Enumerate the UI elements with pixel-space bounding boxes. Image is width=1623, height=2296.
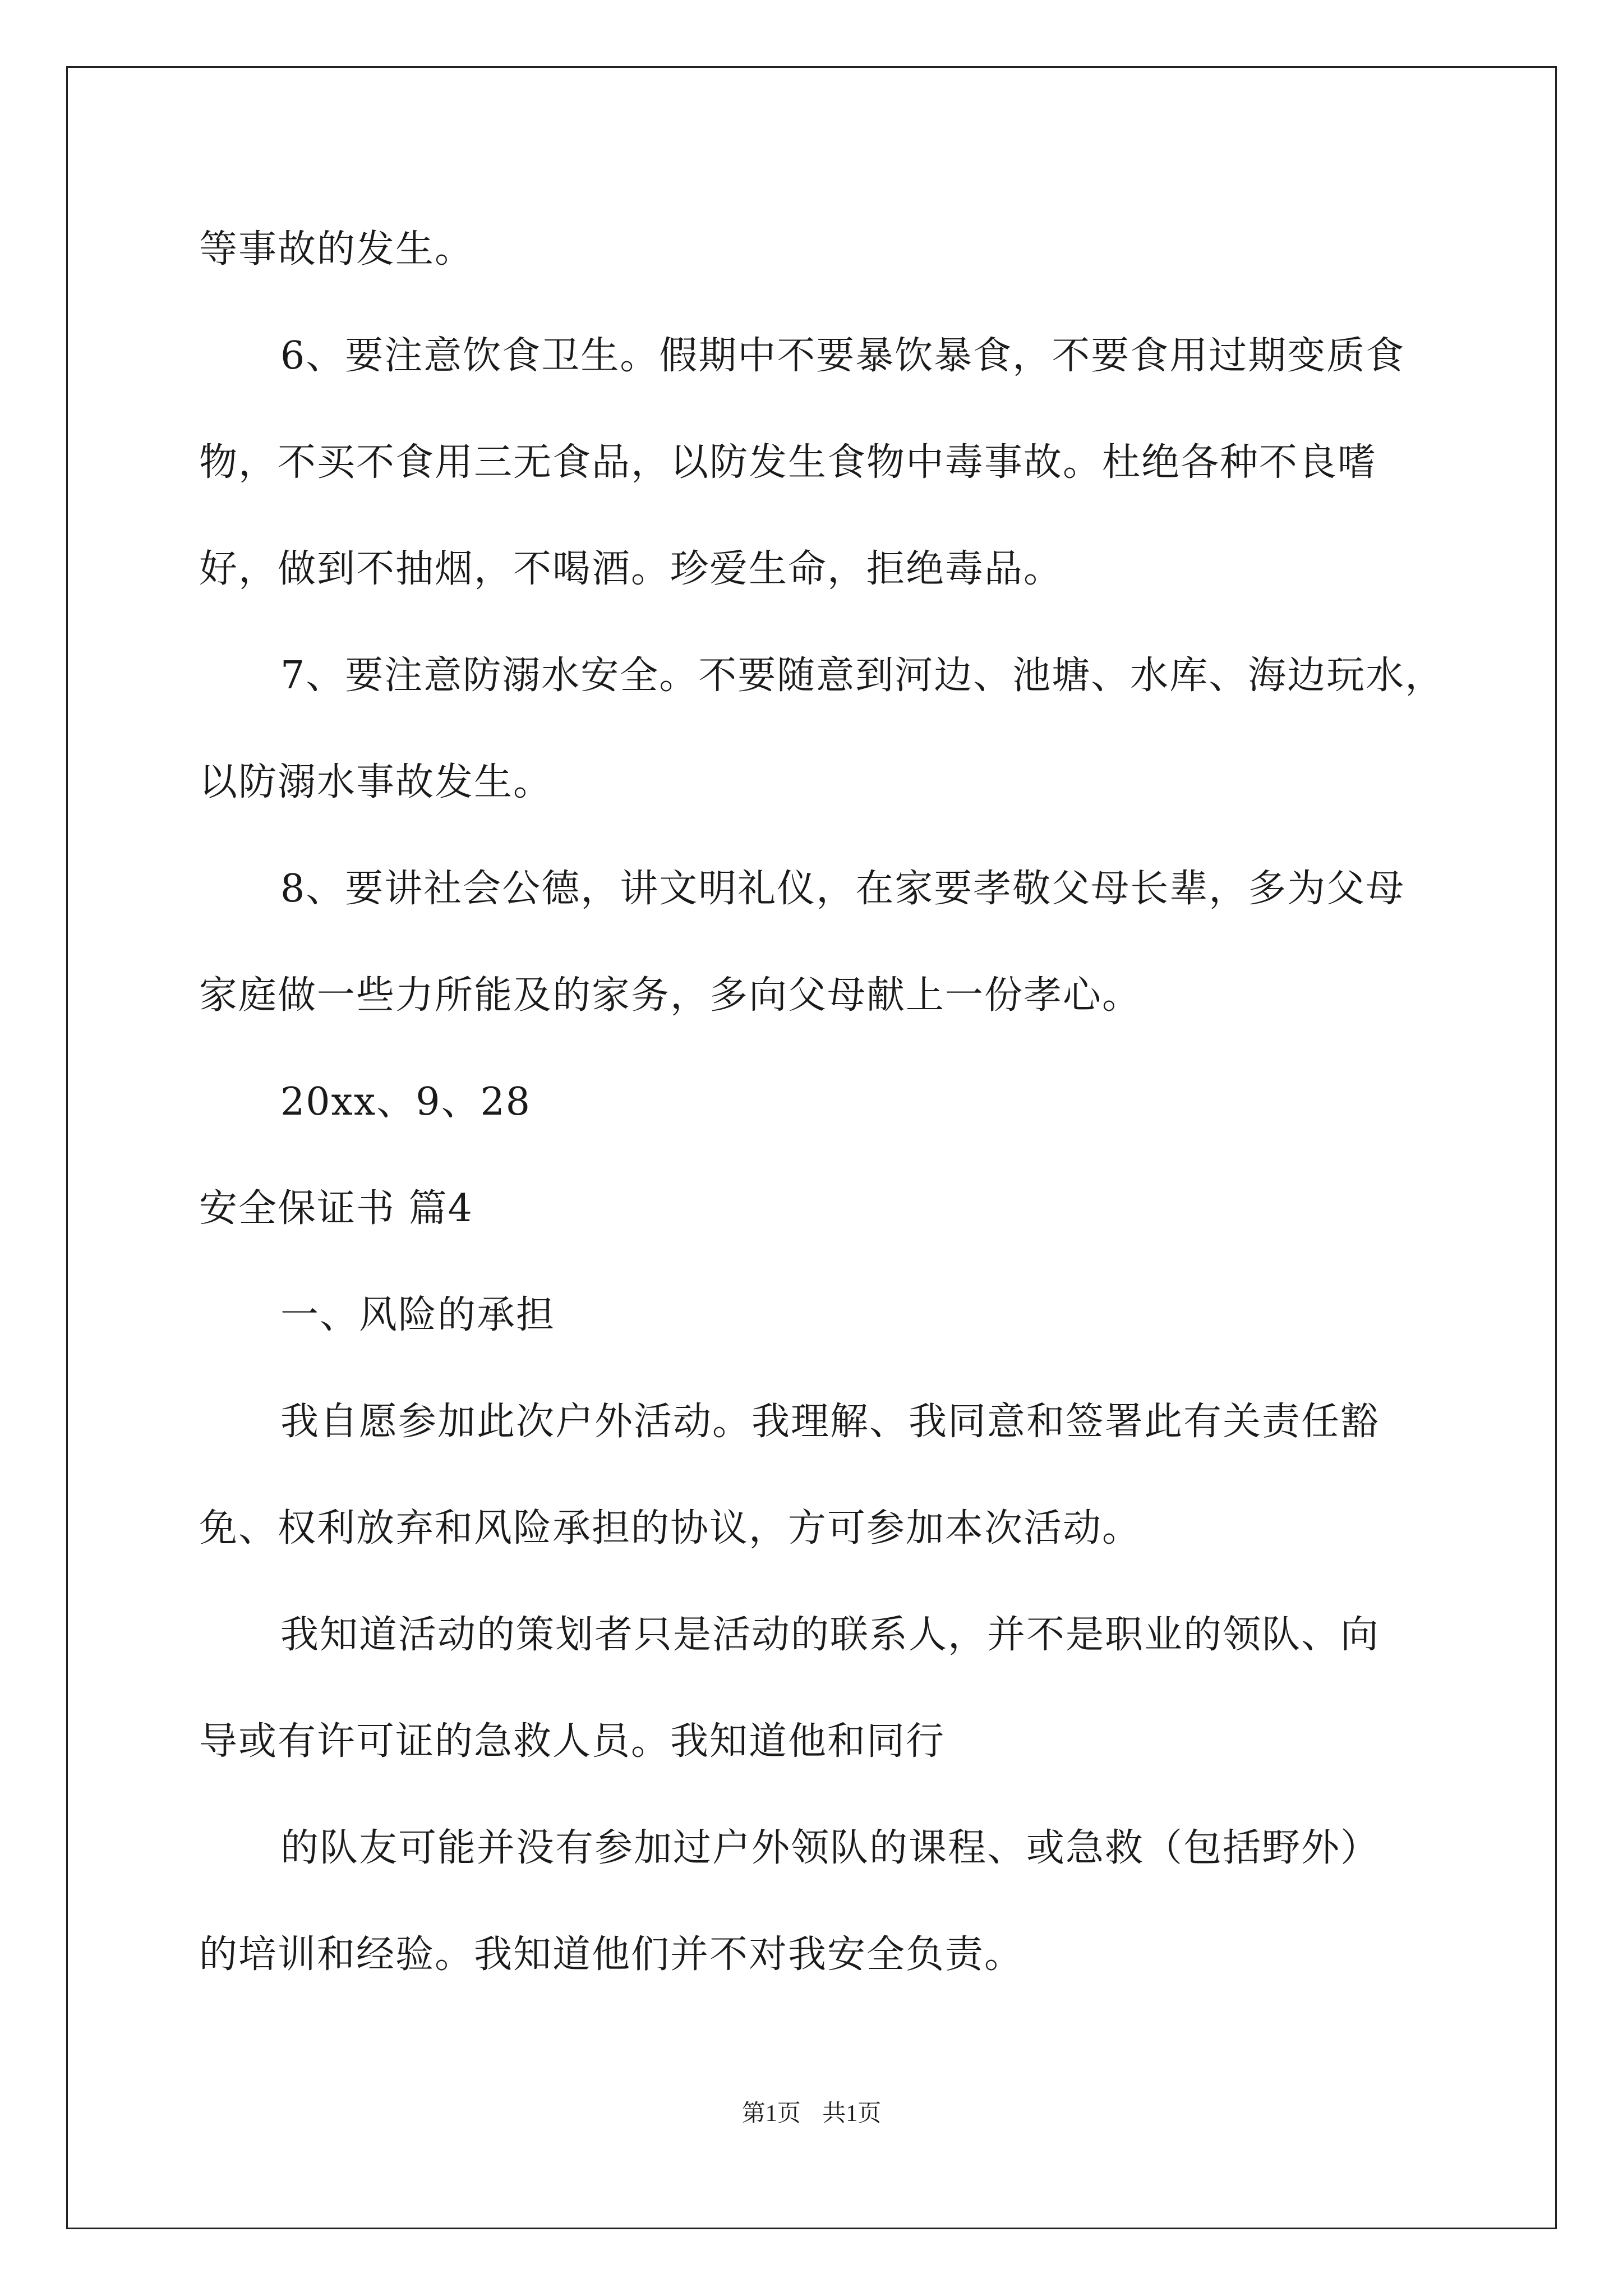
paragraph-line: 物，不买不食用三无食品，以防发生食物中毒事故。杜绝各种不良嗜 <box>199 440 1377 485</box>
paragraph-line: 的队友可能并没有参加过户外领队的课程、或急救（包括野外） <box>280 1826 1380 1870</box>
paragraph-line: 以防溺水事故发生。 <box>199 760 553 804</box>
paragraph-line: 好，做到不抽烟，不喝酒。珍爱生命，拒绝毒品。 <box>199 547 1063 591</box>
paragraph-line: 6、要注意饮食卫生。假期中不要暴饮暴食，不要食用过期变质食 <box>280 334 1405 378</box>
paragraph-line: 的培训和经验。我知道他们并不对我安全负责。 <box>199 1932 1024 1977</box>
paragraph-line: 7、要注意防溺水安全。不要随意到河边、池塘、水库、海边玩水， <box>280 654 1445 698</box>
subsection-heading: 一、风险的承担 <box>280 1293 556 1337</box>
paragraph-line: 导或有许可证的急救人员。我知道他和同行 <box>199 1719 946 1764</box>
page-number: 第1页 <box>741 2101 801 2127</box>
paragraph-line: 家庭做一些力所能及的家务，多向父母献上一份孝心。 <box>199 973 1142 1018</box>
paragraph-line: 我知道活动的策划者只是活动的联系人，并不是职业的领队、向 <box>280 1613 1380 1657</box>
paragraph-line: 免、权利放弃和风险承担的协议，方可参加本次活动。 <box>199 1506 1142 1550</box>
date-line: 20xx、9、28 <box>280 1080 532 1124</box>
paragraph-line: 8、要讲社会公德，讲文明礼仪，在家要孝敬父母长辈，多为父母 <box>280 867 1405 911</box>
page-footer <box>0 2097 1623 2131</box>
document-body <box>199 222 1445 2033</box>
paragraph-line: 等事故的发生。 <box>199 227 474 272</box>
page-total: 共1页 <box>822 2101 882 2127</box>
paragraph-line: 我自愿参加此次户外活动。我理解、我同意和签署此有关责任豁 <box>280 1400 1380 1444</box>
section-heading: 安全保证书 篇4 <box>199 1186 473 1231</box>
